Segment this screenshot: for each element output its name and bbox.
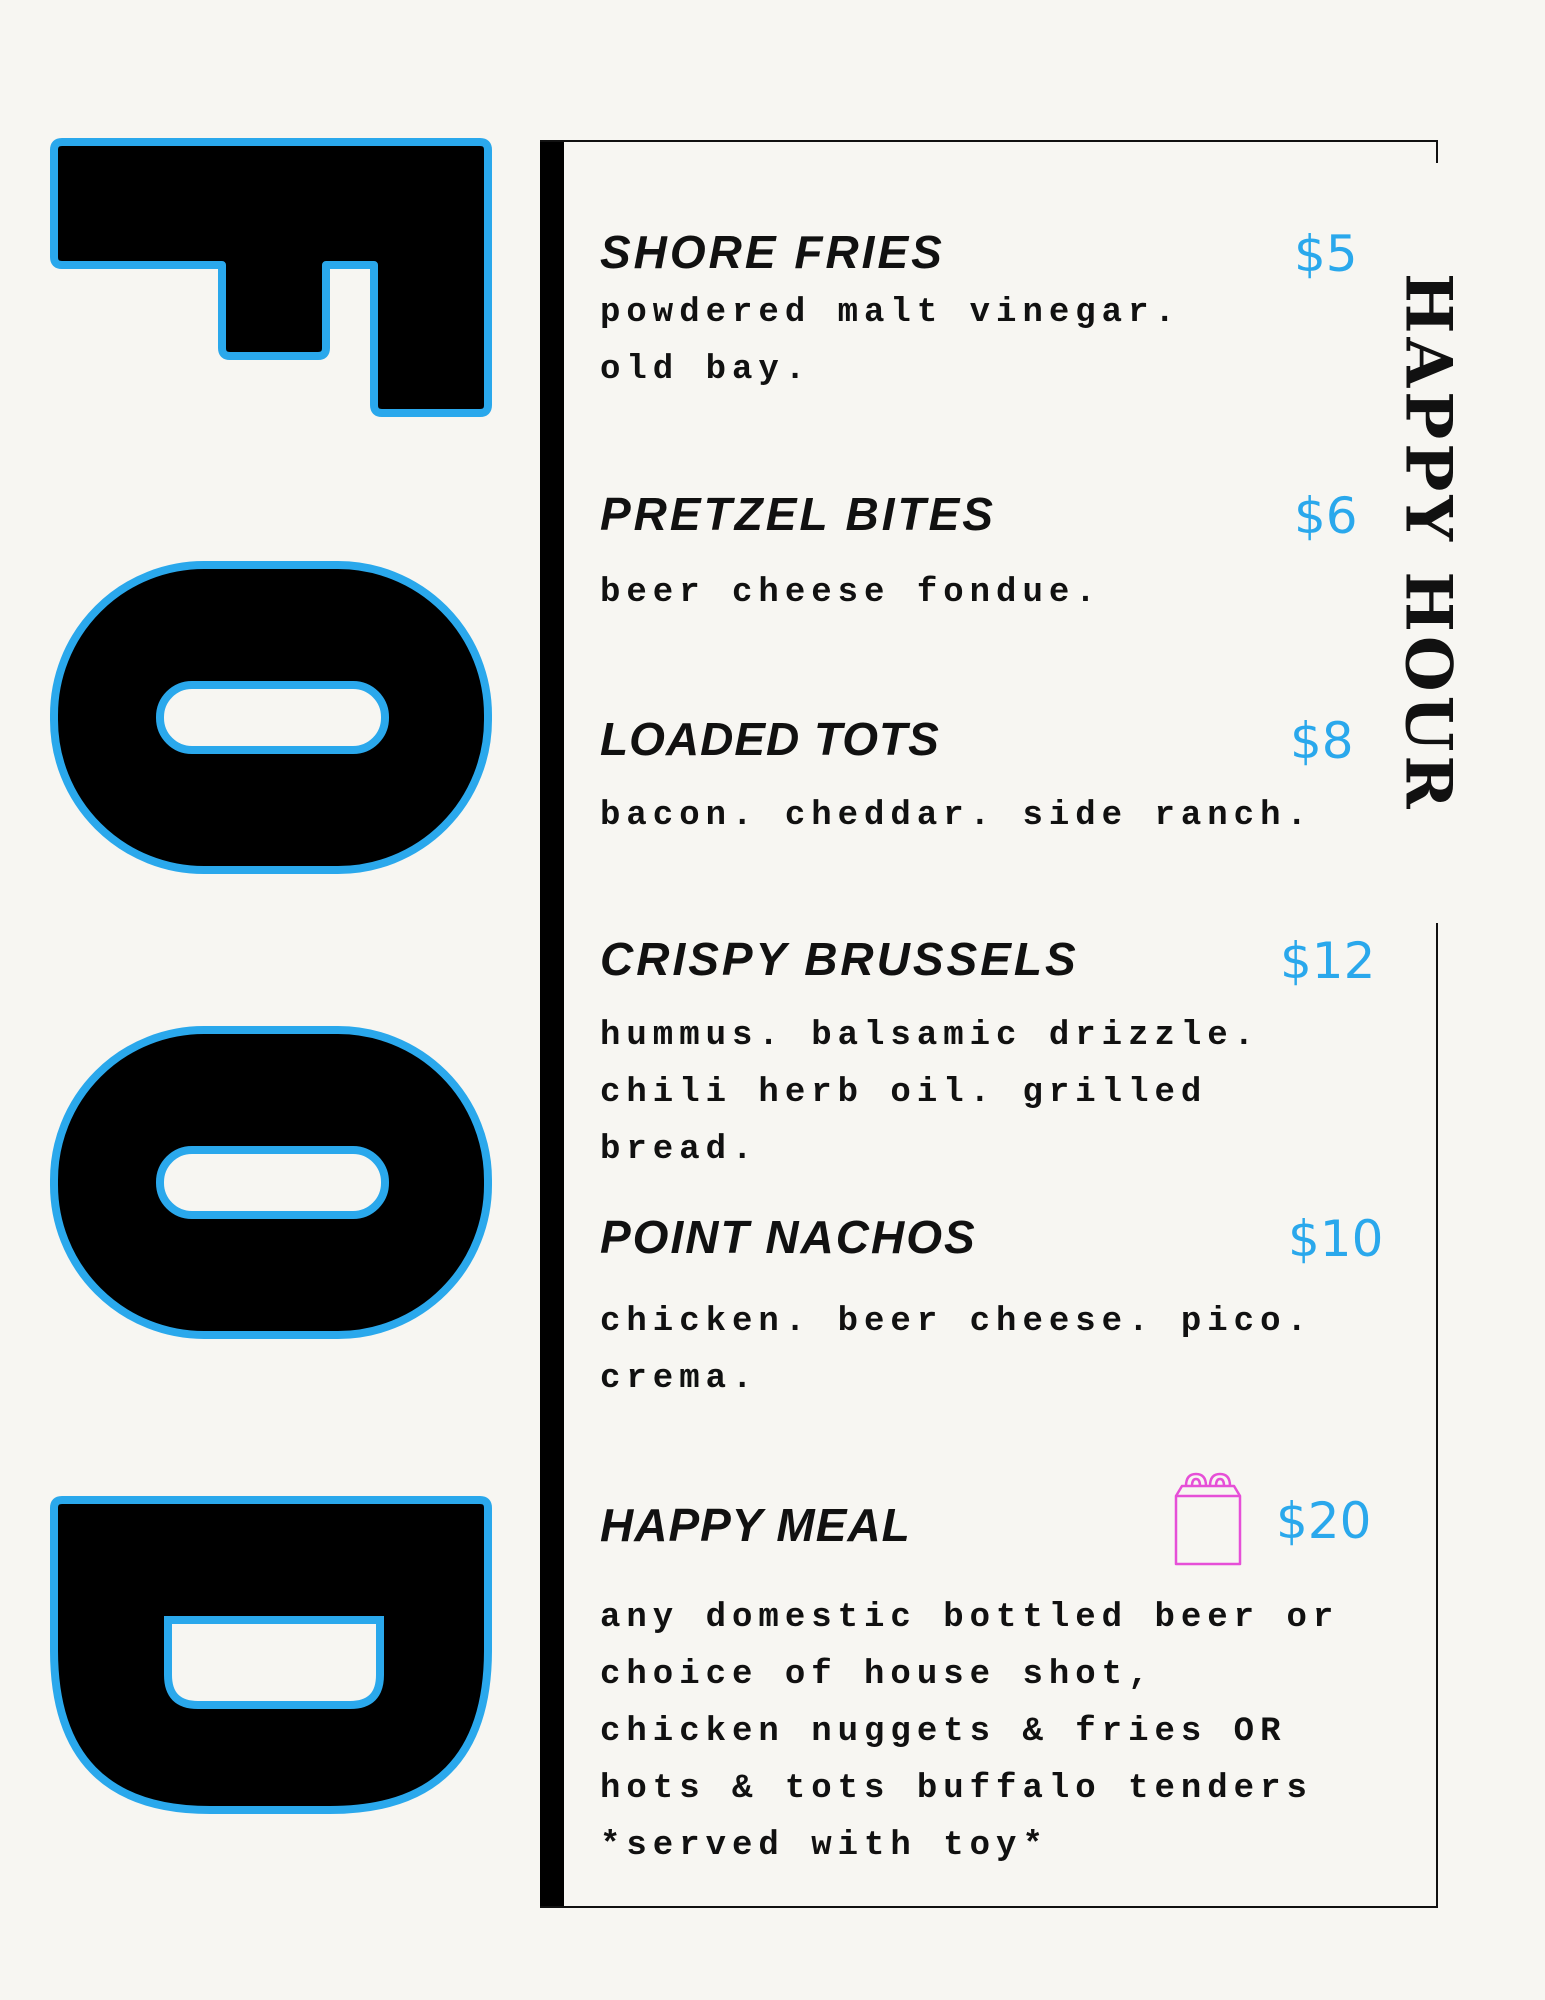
item-title: HAPPY MEAL	[600, 1499, 911, 1551]
item-description: chicken. beer cheese. pico. crema.	[600, 1303, 1313, 1398]
item-title: SHORE FRIES	[600, 226, 945, 278]
menu-item-loaded-tots	[600, 712, 1380, 845]
menu-item-point-nachos	[600, 1210, 1384, 1408]
item-price: $6	[1294, 487, 1358, 545]
item-title: PRETZEL BITES	[600, 488, 996, 540]
item-price: $20	[1276, 1492, 1372, 1550]
food-title	[40, 130, 510, 1830]
item-description: hummus. balsamic drizzle. chili herb oil. grilled bread.	[600, 1017, 1261, 1169]
item-title: LOADED TOTS	[600, 713, 940, 765]
item-price: $8	[1290, 712, 1354, 770]
food-letters-graphic	[40, 130, 510, 1830]
happy-meal-box-icon	[1172, 1470, 1244, 1566]
item-price: $12	[1280, 932, 1376, 990]
letter-f	[54, 142, 488, 413]
item-description: powdered malt vinegar. old bay.	[600, 294, 1181, 389]
item-description: beer cheese fondue.	[600, 574, 1102, 612]
happy-hour-label	[1390, 163, 1466, 923]
item-price: $10	[1288, 1210, 1384, 1268]
menu-panel-left-border	[540, 142, 564, 1906]
menu-item-shore-fries	[600, 225, 1380, 399]
menu-item-crispy-brussels	[600, 932, 1380, 1179]
item-description: bacon. cheddar. side ranch.	[600, 797, 1313, 835]
item-title: CRISPY BRUSSELS	[600, 933, 1079, 985]
happy-hour-text: HAPPY HOUR	[1390, 273, 1466, 813]
item-title: POINT NACHOS	[600, 1211, 977, 1263]
menu-item-happy-meal	[600, 1492, 1380, 1875]
menu-item-pretzel-bites	[600, 487, 1380, 622]
item-price: $5	[1294, 225, 1358, 283]
item-description: any domestic bottled beer or choice of house shot, chicken nuggets & fries OR hots & tots buffalo tenders *served with toy*	[600, 1599, 1340, 1865]
